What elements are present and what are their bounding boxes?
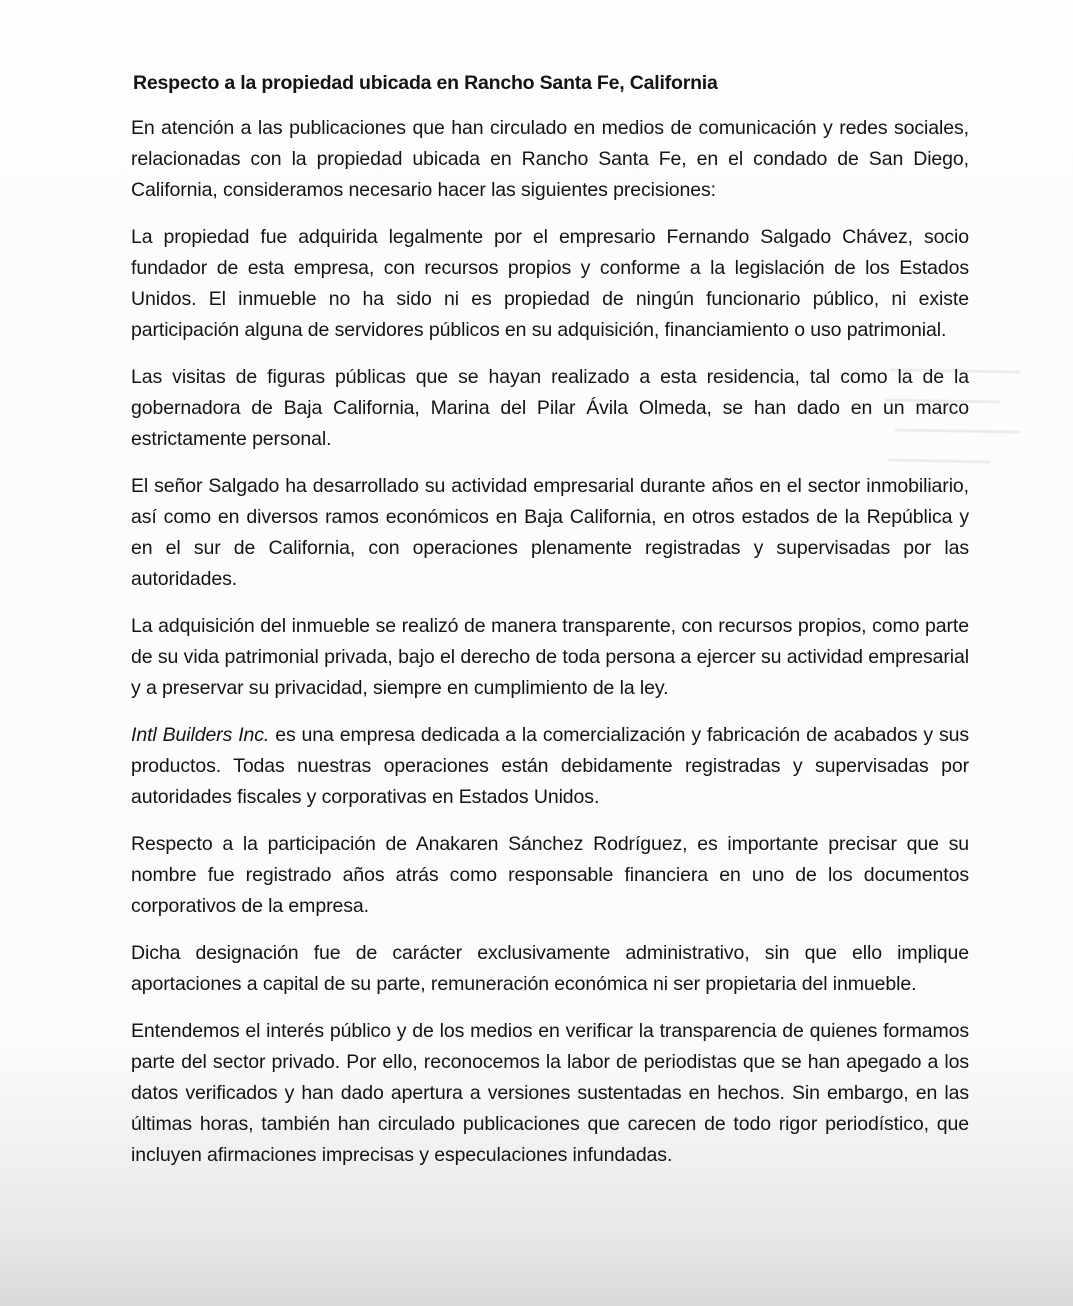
paragraph-intro: En atención a las publicaciones que han circulado en medios de comunicación y redes sociales, relacionadas con la propiedad ubicada en Rancho Santa Fe, en el condado de San Diego, California, consideramos necesario hacer las siguientes precisiones:	[131, 117, 969, 201]
document-body	[131, 68, 969, 1187]
company-description: es una empresa dedicada a la comercialización y fabricación de acabados y sus productos. Todas nuestras operaciones están debidamente registradas y supervisadas por autoridades fiscales y corporativas en Estados Unidos.	[131, 724, 969, 808]
paragraph-transparency: La adquisición del inmueble se realizó de manera transparente, con recursos propios, como parte de su vida patrimonial privada, bajo el derecho de toda persona a ejercer su actividad empresarial y a preservar su privacidad, siempre en cumplimiento de la ley.	[131, 615, 969, 699]
paragraph-public-interest: Entendemos el interés público y de los medios en verificar la transparencia de quienes formamos parte del sector privado. Por ello, reconocemos la labor de periodistas que se han apegado a los datos verificados y han dado apertura a versiones sustentadas en hechos. Sin embargo, en las últimas horas, también han circulado publicaciones que carecen de todo rigor periodístico, que incluyen afirmaciones imprecisas y especulaciones infundadas.	[131, 1020, 969, 1166]
paragraph-company	[131, 720, 969, 813]
paragraph-business-activity: El señor Salgado ha desarrollado su actividad empresarial durante años en el sector inmobiliario, así como en diversos ramos económicos en Baja California, en otros estados de la República y en el sur de California, con operaciones plenamente registradas y supervisadas por las autoridades.	[131, 475, 969, 590]
company-name: Intl Builders Inc.	[131, 724, 270, 746]
document-title: Respecto a la propiedad ubicada en Rancho Santa Fe, California	[133, 72, 718, 94]
paragraph-participation: Respecto a la participación de Anakaren Sánchez Rodríguez, es importante precisar que su nombre fue registrado años atrás como responsable financiera en uno de los documentos corporativos de la empresa.	[131, 833, 969, 917]
paragraph-visits: Las visitas de figuras públicas que se hayan realizado a esta residencia, tal como la de la gobernadora de Baja California, Marina del Pilar Ávila Olmeda, se han dado en un marco estrictamente personal.	[131, 366, 969, 450]
paragraph-designation: Dicha designación fue de carácter exclusivamente administrativo, sin que ello implique aportaciones a capital de su parte, remuneración económica ni ser propietaria del inmueble.	[131, 942, 969, 995]
paragraph-acquisition: La propiedad fue adquirida legalmente por el empresario Fernando Salgado Chávez, socio fundador de esta empresa, con recursos propios y conforme a la legislación de los Estados Unidos. El inmueble no ha sido ni es propiedad de ningún funcionario público, ni existe participación alguna de servidores públicos en su adquisición, financiamiento o uso patrimonial.	[131, 226, 969, 341]
